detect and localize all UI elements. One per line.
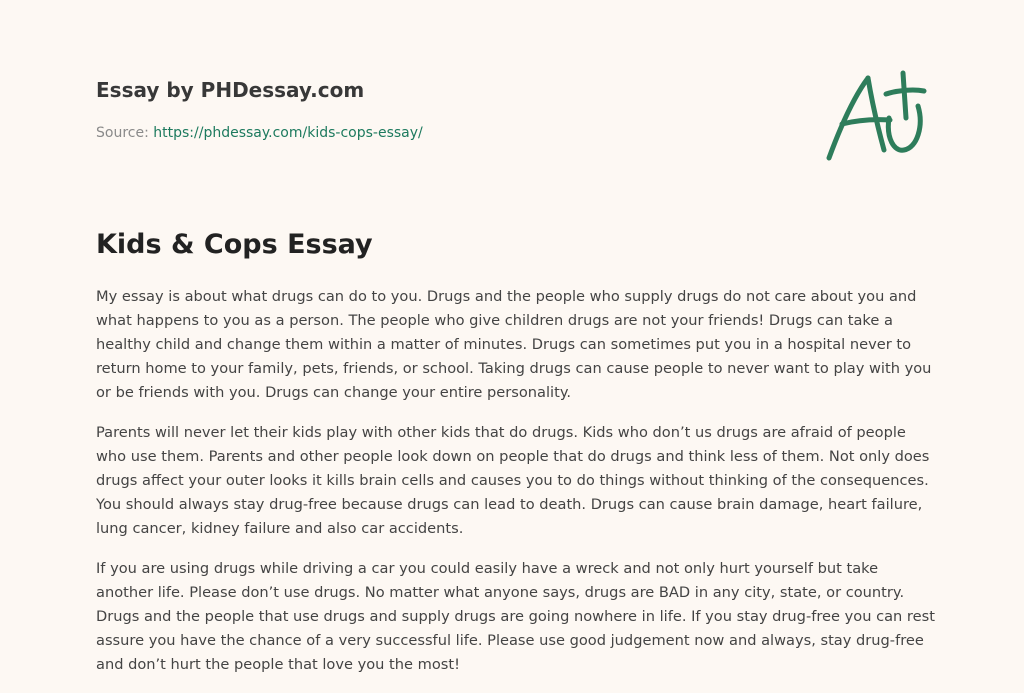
- essay-paragraph: My essay is about what drugs can do to you. Drugs and the people who supply drugs do not care about you and what happens to you as a person. The people who give children drugs are not your friends! Drugs can take a healthy child and change them within a matter of minutes. Drugs can sometimes put you in a hospital never to return home to your family, pets, friends, or school. Taking drugs can cause people to never want to play with you or be friends with you. Drugs can change your entire personality.: [96, 288, 932, 401]
- site-header: [96, 76, 423, 143]
- essay-paragraph: If you are using drugs while driving a car you could easily have a wreck and not only hurt yourself but take another life. Please don’t use drugs. No matter what anyone says, drugs are BAD in any city, state, or country. Drugs and the people that use drugs and supply drugs are going nowhere in life. If you stay drug-free you can rest assure you have the chance of a very successful life. Please use good judgement now and always, stay drug-free and don’t hurt the people that love you the most!: [96, 560, 935, 673]
- essay-body: [96, 285, 936, 693]
- source-link[interactable]: https://phdessay.com/kids-cops-essay/: [153, 125, 423, 141]
- essay-title: Kids & Cops Essay: [96, 229, 373, 260]
- a-plus-grade-icon: [820, 66, 930, 166]
- essay-paragraph: Parents will never let their kids play with other kids that do drugs. Kids who don’t us drugs are afraid of people who use them. Parents and other people look down on people that do drugs and think less of them. Not only does drugs affect your outer looks it kills brain cells and causes you to do things without thinking of the consequences. You should always stay drug-free because drugs can lead to death. Drugs can cause brain damage, heart failure, lung cancer, kidney failure and also car accidents.: [96, 424, 930, 537]
- source-line: [96, 123, 423, 143]
- source-label: Source:: [96, 125, 154, 141]
- site-title: Essay by PHDessay.com: [96, 78, 365, 102]
